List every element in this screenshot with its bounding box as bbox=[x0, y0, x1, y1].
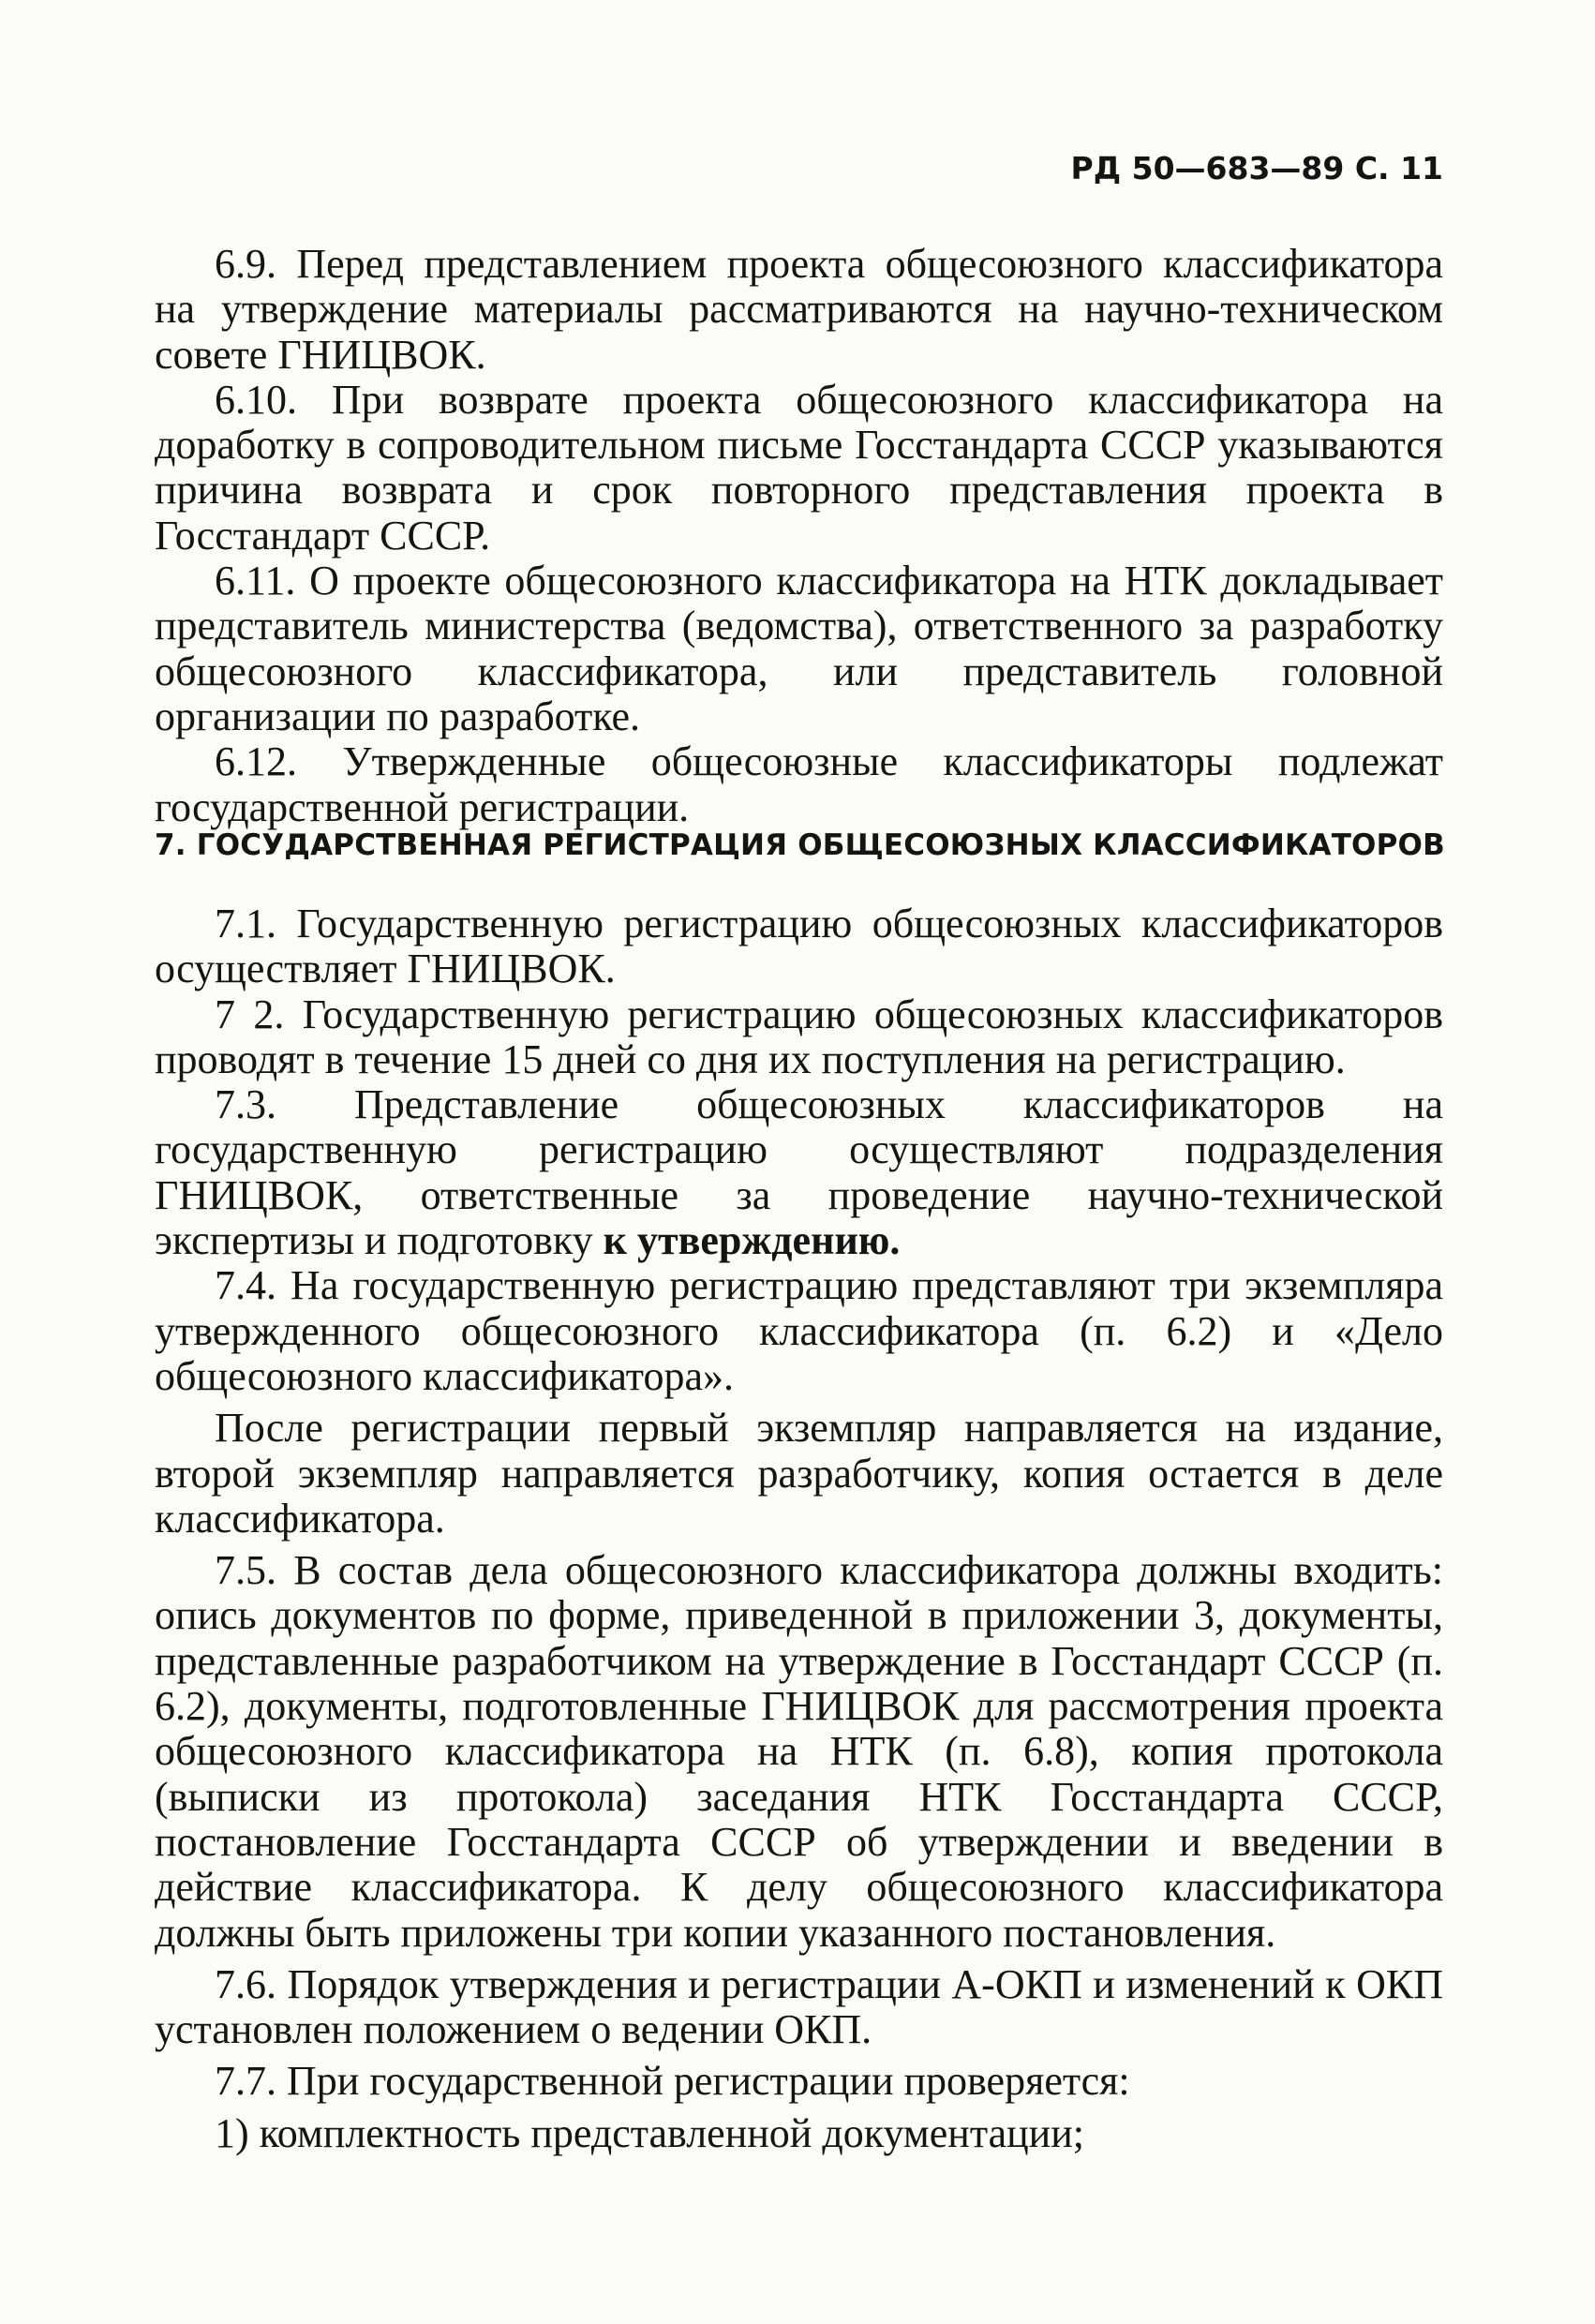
paragraph-7-4-continuation: После регистрации первый экземпляр направляется на издание, второй экземпляр направляется разработчику, копия остается в деле классификатора. bbox=[155, 1405, 1443, 1542]
paragraph-6-11: 6.11. О проекте общесоюзного классификатора на НТК докладывает представитель министерства (ведомства), ответственного за разработку общесоюзного классификатора, или представитель головной организации по разработке. bbox=[155, 558, 1443, 739]
paragraph-6-10: 6.10. При возврате проекта общесоюзного классификатора на доработку в сопроводительном письме Госстандарта СССР указываются причина возврата и срок повторного представления проекта в Госстандарт СССР. bbox=[155, 376, 1443, 559]
paragraph-6-9: 6.9. Перед представлением проекта общесоюзного классификатора на утверждение материалы рассматриваются на научно-техническом совете ГНИЦВОК. bbox=[155, 241, 1443, 378]
paragraph-7-6: 7.6. Порядок утверждения и регистрации А-ОКП и изменений к ОКП установлен положением о ведении ОКП. bbox=[155, 1960, 1443, 2053]
paragraph-7-2: 7 2. Государственную регистрацию общесоюзных классификаторов проводят в течение 15 дней со дня их поступления на регистрацию. bbox=[155, 991, 1443, 1082]
list-item-7-7-1: 1) комплектность представленной документации; bbox=[215, 2109, 1084, 2156]
running-header: РД 50—683—89 С. 11 bbox=[1070, 150, 1443, 186]
section-7-body bbox=[155, 901, 1443, 2156]
paragraph-7-7: 7.7. При государственной регистрации проверяется: bbox=[215, 2058, 1130, 2105]
paragraph-7-1: 7.1. Государственную регистрацию общесоюзных классификаторов осуществляет ГНИЦВОК. bbox=[155, 901, 1443, 992]
paragraph-7-3 bbox=[155, 1082, 1443, 1263]
section-6-continuation bbox=[155, 242, 1443, 830]
paragraph-7-5: 7.5. В состав дела общесоюзного классификатора должны входить: опись документов по форме, приведенной в приложении 3, документы, представленные разработчиком на утверждение в Госстандарт СССР (п. 6.2), документы, подготовленные ГНИЦВОК для рассмотрения проекта общесоюзного классификатора на НТК (п. 6.8), копия протокола (выписки из протокола) заседания НТК Госстандарта СССР, постановление Госстандарта СССР об утверждении и введении в действие классификатора. К делу общесоюзного классификатора должны быть приложены три копии указанного постановления. bbox=[155, 1547, 1443, 1956]
paragraph-7-3-text: 7.3. Представление общесоюзных классификаторов на государственную регистрацию осуществляют подразделения ГНИЦВОК, ответственные за проведение научно-технической экспертизы и подготовку bbox=[155, 1081, 1443, 1264]
paragraph-7-4: 7.4. На государственную регистрацию представляют три экземпляра утвержденного общесоюзного классификатора (п. 6.2) и «Дело общесоюзного классификатора». bbox=[155, 1262, 1443, 1399]
section-7-heading: 7. ГОСУДАРСТВЕННАЯ РЕГИСТРАЦИЯ ОБЩЕСОЮЗНЫХ КЛАССИФИКАТОРОВ bbox=[155, 828, 1445, 862]
paragraph-7-3-bold-end: к утверждению. bbox=[603, 1217, 901, 1264]
paragraph-6-12: 6.12. Утвержденные общесоюзные классификаторы подлежат государственной регистрации. bbox=[155, 738, 1443, 830]
